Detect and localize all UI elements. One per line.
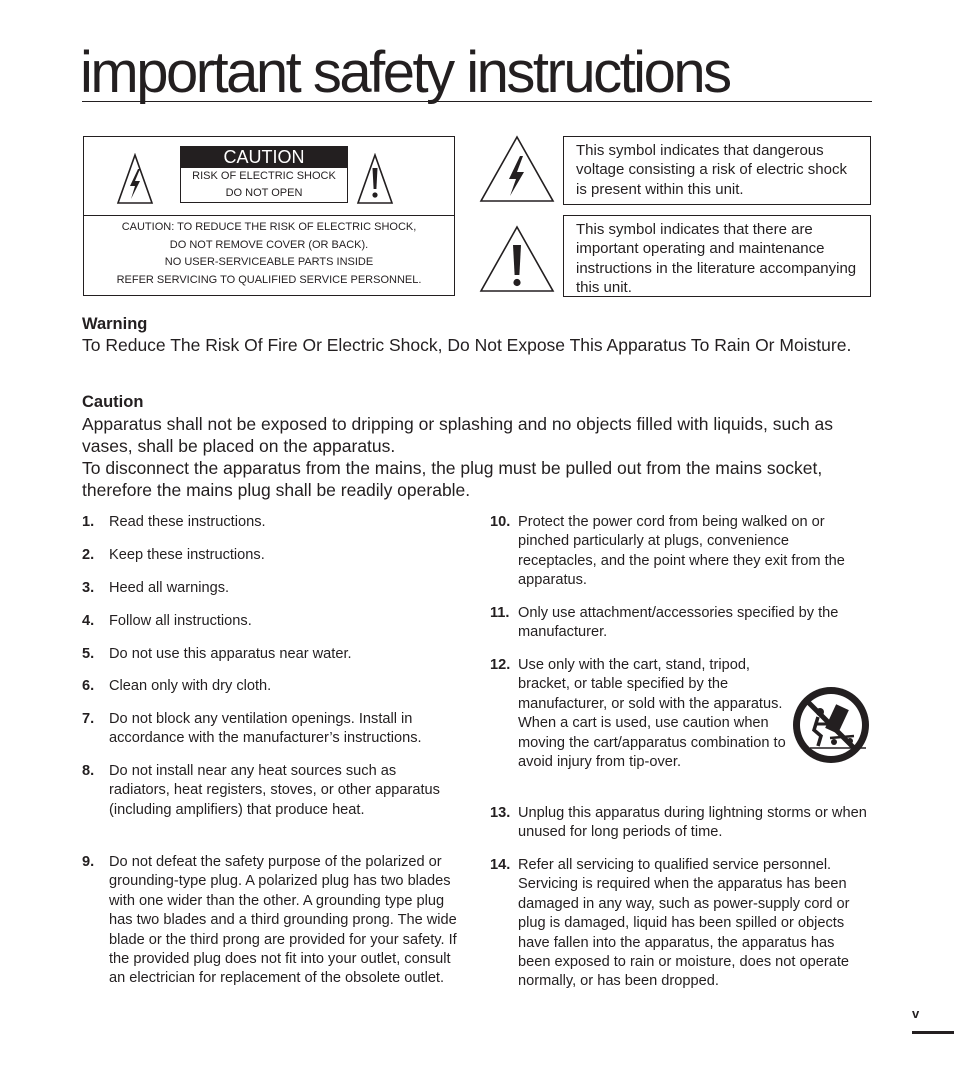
caution-label xyxy=(180,146,348,203)
instruction-text: Clean only with dry cloth. xyxy=(109,678,272,694)
instruction-number: 8. xyxy=(82,763,95,779)
lightning-symbol-description: This symbol indicates that dangerous voltage consisting a risk of electric shock is present within this unit. xyxy=(563,136,871,205)
cart-warning-icon xyxy=(790,684,872,766)
instruction-item xyxy=(490,856,870,992)
instruction-text: Only use attachment/accessories specified by the manufacturer. xyxy=(518,605,839,641)
instruction-text: Read these instructions. xyxy=(109,514,266,530)
instruction-item xyxy=(82,645,466,664)
warning-text: To Reduce The Risk Of Fire Or Electric Shock, Do Not Expose This Apparatus To Rain Or Moisture. xyxy=(82,335,852,355)
instruction-item xyxy=(82,513,466,532)
instruction-text: Heed all warnings. xyxy=(109,580,230,596)
caution-text: To disconnect the apparatus from the mains, the plug must be pulled out from the mains socket, therefore the mains plug shall be readily operable. xyxy=(82,458,823,500)
instruction-text: Do not use this apparatus near water. xyxy=(109,646,352,662)
lightning-warning-icon xyxy=(478,134,556,204)
exclamation-warning-icon xyxy=(478,224,556,294)
instruction-text: Use only with the cart, stand, tripod, bracket, or table specified by the manufacturer, or sold with the apparatus. xyxy=(518,657,783,712)
instruction-number: 4. xyxy=(82,613,95,629)
title-underline xyxy=(82,101,872,102)
instruction-text: Do not install near any heat sources such as radiators, heat registers, stoves, or other apparatus (including amplifiers) that produce heat. xyxy=(109,763,440,818)
instruction-number: 11. xyxy=(490,605,510,621)
instruction-number: 14. xyxy=(490,857,511,873)
exclamation-symbol-description: This symbol indicates that there are important operating and maintenance instructions in the literature accompanying this unit. xyxy=(563,215,871,297)
instruction-number: 13. xyxy=(490,805,511,821)
caution-label-box xyxy=(83,136,455,296)
instruction-number: 12. xyxy=(490,657,511,673)
page-number-rule xyxy=(912,1031,954,1034)
instruction-item xyxy=(82,710,466,749)
instruction-item xyxy=(490,513,870,591)
instruction-number: 10. xyxy=(490,514,511,530)
instruction-item xyxy=(490,804,870,843)
page-number: v xyxy=(912,1006,920,1021)
instruction-item xyxy=(82,612,466,631)
caution-label-heading: CAUTION xyxy=(181,147,347,168)
instruction-text: Do not block any ventilation openings. Install in accordance with the manufacturer’s instructions. xyxy=(109,711,422,747)
caution-text: Apparatus shall not be exposed to dripping or splashing and no objects filled with liquids, such as vases, shall be placed on the apparatus. xyxy=(82,414,834,456)
caution-notice-line: DO NOT REMOVE COVER (OR BACK). xyxy=(169,238,369,251)
instruction-item xyxy=(490,604,870,643)
instruction-item xyxy=(82,853,466,989)
caution-label-top xyxy=(84,137,454,216)
caution-heading: Caution xyxy=(82,393,144,411)
instruction-text: Unplug this apparatus during lightning storms or when unused for long periods of time. xyxy=(518,805,867,841)
instruction-text: Follow all instructions. xyxy=(109,613,252,629)
instruction-text: Keep these instructions. xyxy=(109,547,265,563)
instruction-item xyxy=(82,546,466,565)
caution-notice-line: NO USER-SERVICEABLE PARTS INSIDE xyxy=(164,256,374,268)
instruction-number: 3. xyxy=(82,580,95,596)
caution-notice-line: REFER SERVICING TO QUALIFIED SERVICE PERSONNEL. xyxy=(116,273,422,286)
exclamation-warning-icon xyxy=(356,153,394,205)
warning-heading: Warning xyxy=(82,315,148,333)
caution-label-line2: DO NOT OPEN xyxy=(225,187,303,199)
instruction-number: 2. xyxy=(82,547,95,563)
caution-label-line1: RISK OF ELECTRIC SHOCK xyxy=(192,170,336,182)
caution-notice xyxy=(84,216,454,289)
instruction-number: 7. xyxy=(82,711,95,727)
instruction-number: 6. xyxy=(82,678,95,694)
instruction-item xyxy=(82,762,442,820)
instruction-item xyxy=(82,579,466,598)
instruction-text: When a cart is used, use caution when moving the cart/apparatus combination to avoid injury from tip-over. xyxy=(518,715,786,771)
instruction-number: 9. xyxy=(82,854,95,870)
instruction-item xyxy=(82,677,466,696)
instruction-text: Protect the power cord from being walked on or pinched particularly at plugs, convenience receptacles, and the point where they exit from the apparatus. xyxy=(518,514,845,589)
caution-notice-line: CAUTION: TO REDUCE THE RISK OF ELECTRIC SHOCK, xyxy=(121,221,417,233)
page-title: important safety instructions xyxy=(80,40,730,105)
instruction-number: 1. xyxy=(82,514,95,530)
lightning-warning-icon xyxy=(116,153,154,205)
instruction-text: Refer all servicing to qualified service personnel. Servicing is required when the apparatus has been damaged in any way, such as power-supply cord or plug is damaged, liquid has been spilled or objects have fallen into the apparatus, the apparatus has been exposed to rain or moisture, does not operate normally, or has been dropped. xyxy=(518,857,850,990)
instruction-number: 5. xyxy=(82,646,95,662)
instruction-text: Do not defeat the safety purpose of the polarized or grounding-type plug. A polarized plug has two blades with one wider than the other. A grounding type plug has two blades and a third grounding prong. The wide blade or the third prong are provided for your safety. If the provided plug does not fit into your outlet, consult an electrician for replacement of the obsolete outlet. xyxy=(109,854,457,987)
